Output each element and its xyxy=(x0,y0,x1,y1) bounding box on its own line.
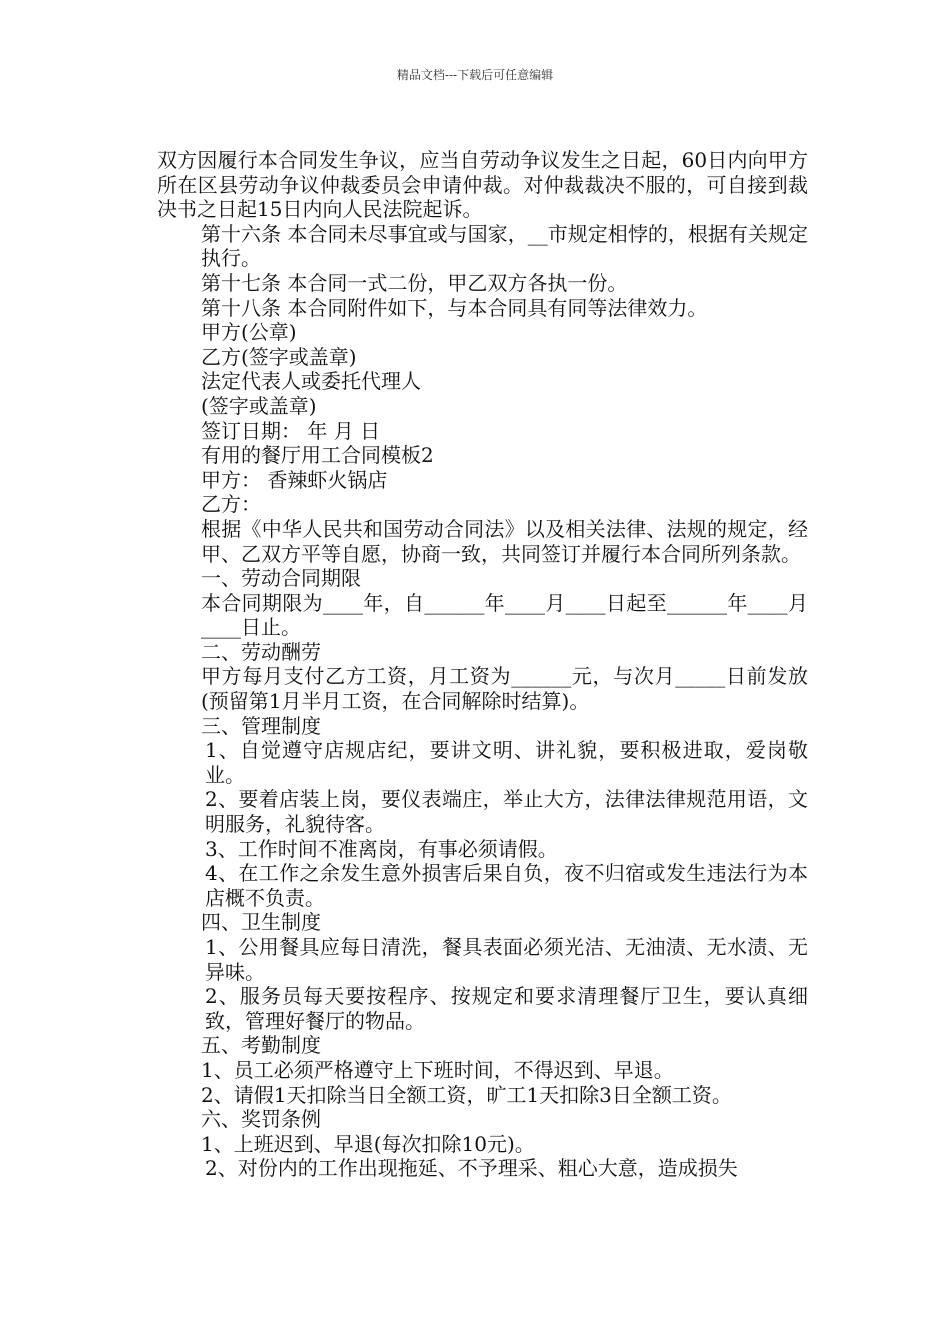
paragraph-contract-term: 本合同期限为____年，自______年____月____日起至______年____月____日止。 xyxy=(201,590,808,640)
paragraph-article-17: 第十七条 本合同一式二份，甲乙双方各执一份。 xyxy=(201,270,628,295)
paragraph-wages: 甲方每月支付乙方工资，月工资为______元，与次月_____日前发放(预留第1月半月工资，在合同解除时结算)。 xyxy=(201,664,808,714)
reward-penalty-item-1: 1、上班迟到、早退(每次扣除10元)。 xyxy=(201,1131,535,1156)
party-b-signature: 乙方(签字或盖章) xyxy=(201,344,357,369)
section-2-heading: 二、劳动酬劳 xyxy=(201,639,321,664)
paragraph-basis: 根据《中华人民共和国劳动合同法》以及相关法律、法规的规定，经甲、乙双方平等自愿，协商一致，共同签订并履行本合同所列条款。 xyxy=(201,516,808,566)
section-3-heading: 三、管理制度 xyxy=(201,713,321,738)
management-item-3: 3、工作时间不准离岗，有事必须请假。 xyxy=(205,836,558,861)
section-6-heading: 六、奖罚条例 xyxy=(201,1107,321,1132)
legal-representative: 法定代表人或委托代理人 xyxy=(201,369,421,394)
paragraph-article-18: 第十八条 本合同附件如下，与本合同具有同等法律效力。 xyxy=(201,295,708,320)
section-1-heading: 一、劳动合同期限 xyxy=(201,566,361,591)
paragraph-dispute: 双方因履行本合同发生争议，应当自劳动争议发生之日起，60日内向甲方所在区县劳动争议仲裁委员会申请仲裁。对仲裁裁决不服的，可自接到裁决书之日起15日内向人民法院起诉。 xyxy=(157,148,808,222)
attendance-item-2: 2、请假1天扣除当日全额工资，旷工1天扣除3日全额工资。 xyxy=(201,1082,732,1107)
management-item-2: 2、要着店装上岗，要仪表端庄，举止大方，法律法律规范用语，文明服务，礼貌待客。 xyxy=(205,787,808,837)
management-item-4: 4、在工作之余发生意外损害后果自负，夜不归宿或发生违法行为本店概不负责。 xyxy=(205,861,808,910)
hygiene-item-1: 1、公用餐具应每日清洗，餐具表面必须光洁、无油渍、无水渍、无异味。 xyxy=(205,935,808,984)
party-b-name: 乙方： xyxy=(201,492,261,517)
paragraph-article-16: 第十六条 本合同未尽事宜或与国家，__市规定相悖的，根据有关规定执行。 xyxy=(201,221,808,271)
signing-date: 签订日期： 年 月 日 xyxy=(201,418,381,443)
reward-penalty-item-2: 2、对份内的工作出现拖延、不予理采、粗心大意，造成损失 xyxy=(205,1156,738,1181)
page-header: 精品文档---下载后可任意编辑 xyxy=(396,68,554,82)
management-item-1: 1、自觉遵守店规店纪，要讲文明、讲礼貌，要积极进取，爱岗敬业。 xyxy=(205,738,808,787)
template-2-title: 有用的餐厅用工合同模板2 xyxy=(201,443,434,468)
signature-or-seal: (签字或盖章) xyxy=(201,393,317,418)
party-a-name: 甲方： 香辣虾火锅店 xyxy=(201,467,388,492)
section-4-heading: 四、卫生制度 xyxy=(201,910,321,935)
section-5-heading: 五、考勤制度 xyxy=(201,1033,321,1058)
hygiene-item-2: 2、服务员每天要按程序、按规定和要求清理餐厅卫生，要认真细致，管理好餐厅的物品。 xyxy=(205,984,808,1033)
document-body xyxy=(145,148,808,1181)
attendance-item-1: 1、员工必须严格遵守上下班时间，不得迟到、早退。 xyxy=(201,1057,674,1082)
party-a-seal: 甲方(公章) xyxy=(201,320,297,345)
